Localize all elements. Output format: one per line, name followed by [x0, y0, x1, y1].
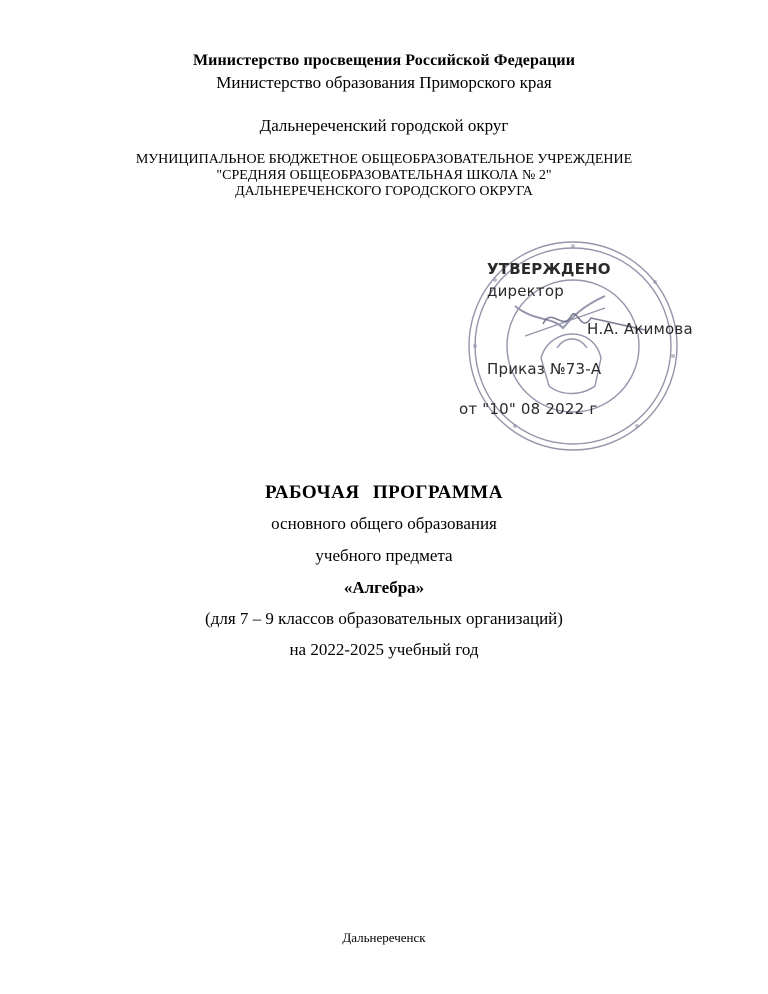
approval-date: от "10" 08 2022 г — [459, 400, 598, 418]
order-number: Приказ №73-А — [487, 360, 602, 378]
approved-label: УТВЕРЖДЕНО — [487, 260, 611, 278]
academic-period: на 2022-2025 учебный год — [289, 640, 479, 659]
subject-name: «Алгебра» — [343, 578, 425, 597]
document-title: РАБОЧАЯ ПРОГРАММА — [265, 482, 503, 503]
ministry-name: Министерство просвещения Российской Федерации — [192, 52, 576, 69]
regional-ministry-name: Министерство образования Приморского края — [216, 73, 552, 92]
school-name-line-1: МУНИЦИПАЛЬНОЕ БЮДЖЕТНОЕ ОБЩЕОБРАЗОВАТЕЛЬНОЕ УЧРЕЖДЕНИЕ — [135, 152, 633, 167]
school-name-line-3: ДАЛЬНЕРЕЧЕНСКОГО ГОРОДСКОГО ОКРУГА — [235, 184, 533, 199]
director-position: директор — [487, 282, 564, 300]
city-name: Дальнереченск — [342, 930, 426, 945]
director-name: Н.А. Акимова — [587, 320, 693, 338]
subject-caption: учебного предмета — [315, 546, 453, 565]
district-name: Дальнереченский городской округ — [259, 116, 509, 135]
school-name-line-2: "СРЕДНЯЯ ОБЩЕОБРАЗОВАТЕЛЬНАЯ ШКОЛА № 2" — [216, 168, 552, 183]
grades-range: (для 7 – 9 классов образовательных организаций) — [205, 609, 563, 628]
approval-stamp-block — [455, 236, 745, 462]
education-level: основного общего образования — [271, 514, 497, 533]
